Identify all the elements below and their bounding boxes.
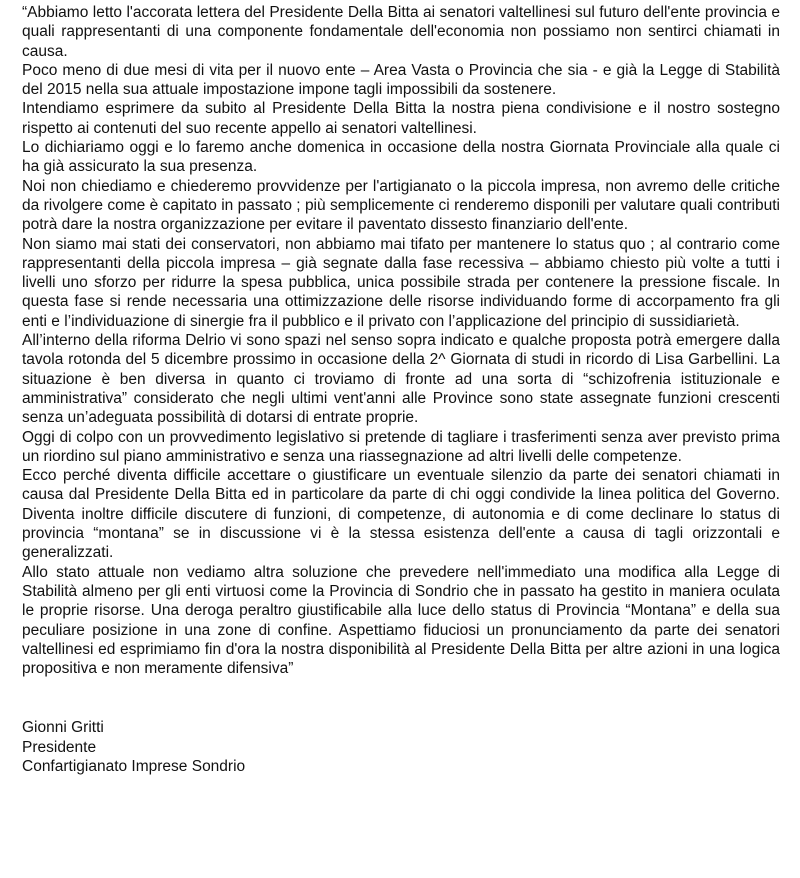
paragraph: Non siamo mai stati dei conservatori, non abbiamo mai tifato per mantenere lo status quo ; al contrario come rappresentanti della piccola impresa – già segnate dalla fase recessiva – abbiamo chiesto più volte a tutti i livelli uno sforzo per ridurre la spesa pubblica, unica possibile strada per contenere la pressione fiscale. In questa fase si rende necessaria una ottimizzazione delle risorse individuando forme di accorpamento fra gli enti e l’individuazione di sinergie fra il pubblico e il privato con l’applicazione del principio di sussidiarietà. <box>22 235 780 330</box>
signature-block <box>22 718 780 776</box>
paragraph: All’interno della riforma Delrio vi sono spazi nel senso sopra indicato e qualche proposta potrà emergere dalla tavola rotonda del 5 dicembre prossimo in occasione della 2^ Giornata di studi in ricordo di Lisa Garbellini. La situazione è ben diversa in quanto ci troviamo di fronte ad una sorta di “schizofrenia istituzionale e amministrativa” considerato che negli ultimi vent'anni alle Province sono state assegnate funzioni crescenti senza un’adeguata possibilità di dotarsi di entrate proprie. <box>22 332 780 427</box>
paragraph: Poco meno di due mesi di vita per il nuovo ente – Area Vasta o Provincia che sia - e già la Legge di Stabilità del 2015 nella sua attuale impostazione impone tagli impossibili da sostenere. <box>22 61 780 99</box>
paragraph: Ecco perché diventa difficile accettare o giustificare un eventuale silenzio da parte dei senatori chiamati in causa dal Presidente Della Bitta ed in particolare da parte di chi oggi condivide la linea politica del Governo. Diventa inoltre difficile discutere di funzioni, di competenze, di autonomia e di come declinare lo status di provincia “montana” se in discussione vi è la stessa esistenza dell'ente a causa di tagli orizzontali e generalizzati. <box>22 467 780 562</box>
paragraph: Allo stato attuale non vediamo altra soluzione che prevedere nell'immediato una modifica alla Legge di Stabilità almeno per gli enti virtuosi come la Provincia di Sondrio che in passato ha gestito in maniera oculata le proprie risorse. Una deroga peraltro giustificabile alla luce dello status di Provincia “Montana” e della sua peculiare posizione in una zone di confine. Aspettiamo fiduciosi un pronunciamento da parte dei senatori valtellinesi ed esprimiamo fin d'ora la nostra disponibilità al Presidente Della Bitta per altre azioni in una logica propositiva e non meramente difensiva” <box>22 563 780 678</box>
signer-role: Presidente <box>22 738 97 756</box>
paragraph: Noi non chiediamo e chiederemo provvidenze per l'artigianato o la piccola impresa, non avremo delle critiche da rivolgere come è capitato in passato ; più semplicemente ci renderemo disponili per valutare quali contributi potrà dare la nostra organizzazione per evitare il paventato dissesto finanziario dell'ente. <box>22 177 780 234</box>
signer-name: Gionni Gritti <box>22 719 104 737</box>
paragraph: “Abbiamo letto l'accorata lettera del Presidente Della Bitta ai senatori valtellinesi sul futuro dell'ente provincia e quali rappresentanti di una componente fondamentale dell'economia non possiamo non sentirci chiamati in causa. <box>22 4 780 60</box>
document-page <box>22 3 780 776</box>
letter-body <box>22 3 780 678</box>
paragraph: Oggi di colpo con un provvedimento legislativo si pretende di tagliare i trasferimenti senza aver previsto prima un riordino sul piano amministrativo e senza una riassegnazione ad altri livelli delle competenze. <box>22 428 780 465</box>
paragraph: Intendiamo esprimere da subito al Presidente Della Bitta la nostra piena condivisione e il nostro sostegno rispetto ai contenuti del suo recente appello ai senatori valtellinesi. <box>22 100 780 137</box>
paragraph: Lo dichiariamo oggi e lo faremo anche domenica in occasione della nostra Giornata Provinciale alla quale ci ha già assicurato la sua presenza. <box>22 139 780 176</box>
signer-organization: Confartigianato Imprese Sondrio <box>22 757 246 775</box>
